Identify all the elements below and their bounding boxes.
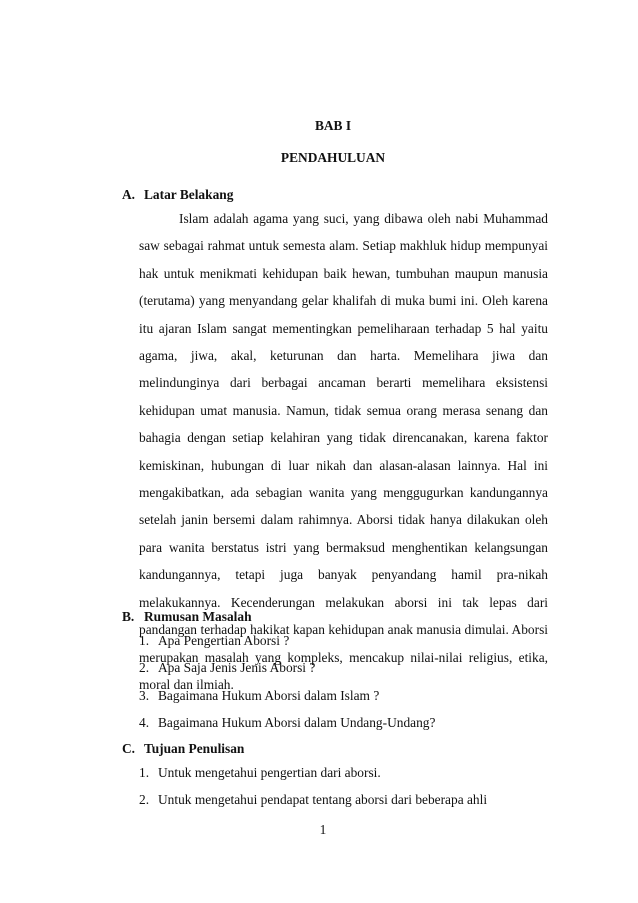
section-letter: C. <box>122 741 136 756</box>
section-heading-latar-belakang <box>122 187 233 203</box>
section-letter: A. <box>122 187 136 202</box>
chapter-title: PENDAHULUAN <box>280 150 386 165</box>
section-heading-tujuan-penulisan <box>122 741 244 757</box>
list-number: 4. <box>139 715 150 731</box>
list-number: 2. <box>139 792 150 808</box>
list-item <box>139 682 435 709</box>
section-title: Rumusan Masalah <box>144 609 252 624</box>
list-text: Untuk mengetahui pengertian dari aborsi. <box>158 765 381 780</box>
section-title: Latar Belakang <box>144 187 234 202</box>
page-number: 1 <box>319 822 327 837</box>
list-item <box>139 759 487 786</box>
problem-list <box>139 627 435 737</box>
list-number: 1. <box>139 633 150 648</box>
objective-list <box>139 759 487 814</box>
list-item <box>139 627 435 654</box>
list-number: 1. <box>139 765 150 780</box>
chapter-number: BAB I <box>314 118 352 133</box>
list-item <box>139 654 435 681</box>
section-heading-rumusan-masalah <box>122 609 252 625</box>
background-paragraph: Islam adalah agama yang suci, yang dibawa oleh nabi Muhammad saw sebagai rahmat untuk semesta alam. Setiap makhluk hidup mempunyai hak untuk menikmati kehidupan baik hewan, tumbuhan maupun manusia (terutama) yang menyandang gelar khalifah di muka bumi ini. Oleh karena itu ajaran Islam sangat mementingkan pemeliharaan terhadap 5 hal yaitu agama, jiwa, akal, keturunan dan harta. Memelihara jiwa dan melindunginya dari berbagai ancaman berarti memelihara eksistensi kehidupan umat manusia. Namun, tidak semua orang merasa senang dan bahagia dengan setiap kelahiran yang tidak direncanakan, karena faktor kemiskinan, hubungan di luar nikah dan alasan-alasan lainnya. Hal ini mengakibatkan, ada sebagian wanita yang menggugurkan kandungannya setelah janin bersemi dalam rahimnya. Aborsi tidak hanya dilakukan oleh para wanita berstatus istri yang bermaksud menghentikan kelangsungan kandungannya, tetapi juga banyak penyandang hamil pra-nikah melakukannya. Kecenderungan melakukan aborsi ini tak lepas dari pandangan terhadap hakikat kapan kehidupan anak manusia dimulai. Aborsi merupakan masalah yang kompleks, mencakup nilai-nilai religius, etika, moral dan ilmiah. <box>139 211 548 692</box>
list-text: Bagaimana Hukum Aborsi dalam Undang-Undang? <box>158 715 436 731</box>
list-text: Bagaimana Hukum Aborsi dalam Islam ? <box>158 687 380 703</box>
list-number: 2. <box>139 660 150 676</box>
section-letter: B. <box>122 609 135 624</box>
list-number: 3. <box>139 687 150 703</box>
section-title: Tujuan Penulisan <box>144 741 245 756</box>
list-text: Apa Pengertian Aborsi ? <box>158 633 290 648</box>
list-text: Untuk mengetahui pendapat tentang aborsi dari beberapa ahli <box>158 792 488 808</box>
list-item <box>139 786 487 813</box>
list-text: Apa Saja Jenis Jenis Aborsi ? <box>158 660 316 676</box>
list-item <box>139 709 435 736</box>
